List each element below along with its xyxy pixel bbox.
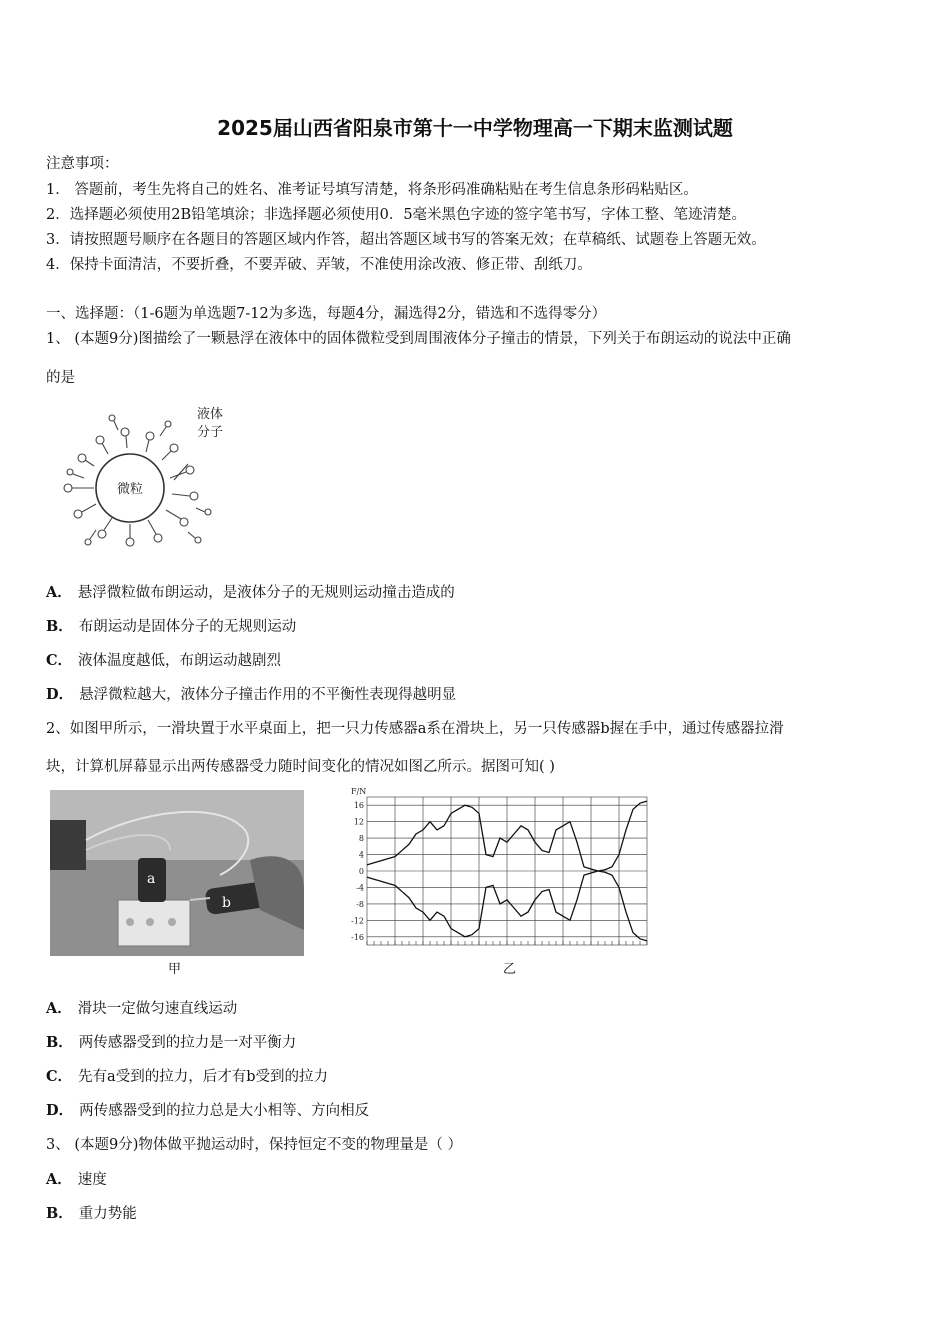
q2-stem-line2: 块，计算机屏幕显示出两传感器受力随时间变化的情况如图乙所示。据图可知( ) bbox=[46, 759, 555, 775]
liquid-molecules bbox=[64, 415, 211, 546]
chart-ytick-label: 8 bbox=[358, 834, 364, 844]
chart-grid bbox=[367, 797, 647, 945]
chart-y-ticks bbox=[351, 801, 364, 942]
q2-option-c: C． 先有a受到的拉力，后才有b受到的拉力 bbox=[46, 1068, 328, 1085]
chart-ytick-label: -4 bbox=[356, 883, 364, 893]
section-heading: 一、选择题：（1-6题为单选题7-12为多选，每题4分，漏选得2分，错选和不选得零分） bbox=[46, 306, 607, 322]
liquid-label-2: 分子 bbox=[197, 425, 224, 440]
q2-stem-line1: 2、如图甲所示，一滑块置于水平桌面上，把一只力传感器a系在滑块上，另一只传感器b握在手中，通过传感器拉滑 bbox=[46, 721, 784, 737]
q2-option-b: B． 两传感器受到的拉力是一对平衡力 bbox=[46, 1034, 297, 1051]
q3-stem: 3、 (本题9分)物体做平抛运动时，保持恒定不变的物理量是（ ） bbox=[46, 1137, 462, 1153]
chart-ytick-label: 0 bbox=[358, 867, 364, 876]
caption-jia: 甲 bbox=[168, 962, 182, 977]
q1-option-a: A． 悬浮微粒做布朗运动，是液体分子的无规则运动撞击造成的 bbox=[46, 584, 455, 601]
page-title: 2025届山西省阳泉市第十一中学物理高一下期末监测试题 bbox=[217, 116, 733, 140]
q2-option-d: D． 两传感器受到的拉力总是大小相等、方向相反 bbox=[46, 1102, 370, 1119]
chart-ytick-label: 16 bbox=[353, 801, 364, 811]
liquid-label-1: 液体 bbox=[197, 407, 224, 422]
q1-option-c: C． 液体温度越低，布朗运动越剧烈 bbox=[46, 652, 282, 669]
chart-ytick-label: -12 bbox=[351, 916, 364, 926]
q1-stem-line2: 的是 bbox=[46, 370, 75, 386]
notice-item-4: 4．保持卡面清洁，不要折叠，不要弄破、弄皱，不准使用涂改液、修正带、刮纸刀。 bbox=[46, 257, 592, 273]
chart-ytick-label: -8 bbox=[356, 899, 364, 909]
particle-label: 微粒 bbox=[116, 482, 144, 497]
notice-item-3: 3．请按照题号顺序在各题目的答题区域内作答，超出答题区域书写的答案无效；在草稿纸、试题卷上答题无效。 bbox=[46, 232, 766, 248]
chart-ytick-label: 12 bbox=[353, 817, 364, 827]
chart-ylabel: F/N bbox=[351, 787, 367, 796]
q3-option-a: A． 速度 bbox=[46, 1171, 107, 1188]
brownian-motion-figure bbox=[50, 400, 225, 552]
sensor-b-label: b bbox=[222, 895, 231, 911]
notice-item-1: 1． 答题前，考生先将自己的姓名、准考证号填写清楚，将条形码准确粘贴在考生信息条形码粘贴区。 bbox=[46, 182, 698, 198]
q3-option-b: B． 重力势能 bbox=[46, 1205, 137, 1222]
force-time-chart bbox=[345, 785, 655, 955]
chart-ytick-label: 4 bbox=[358, 850, 364, 860]
caption-yi: 乙 bbox=[503, 962, 517, 977]
q1-option-b: B． 布朗运动是固体分子的无规则运动 bbox=[46, 618, 297, 635]
q2-option-a: A． 滑块一定做匀速直线运动 bbox=[46, 1000, 238, 1017]
q1-stem-line1: 1、 (本题9分)图描绘了一颗悬浮在液体中的固体微粒受到周围液体分子撞击的情景，下列关于布朗运动的说法中正确 bbox=[46, 331, 791, 347]
sensor-a-label: a bbox=[147, 871, 156, 887]
experiment-photo bbox=[50, 790, 304, 956]
q1-option-d: D． 悬浮微粒越大，液体分子撞击作用的不平衡性表现得越明显 bbox=[46, 686, 457, 703]
notice-heading: 注意事项： bbox=[46, 156, 119, 172]
chart-ytick-label: -16 bbox=[351, 932, 364, 942]
notice-item-2: 2．选择题必须使用2B铅笔填涂；非选择题必须使用0．5毫米黑色字迹的签字笔书写，字体工整、笔迹清楚。 bbox=[46, 207, 747, 223]
